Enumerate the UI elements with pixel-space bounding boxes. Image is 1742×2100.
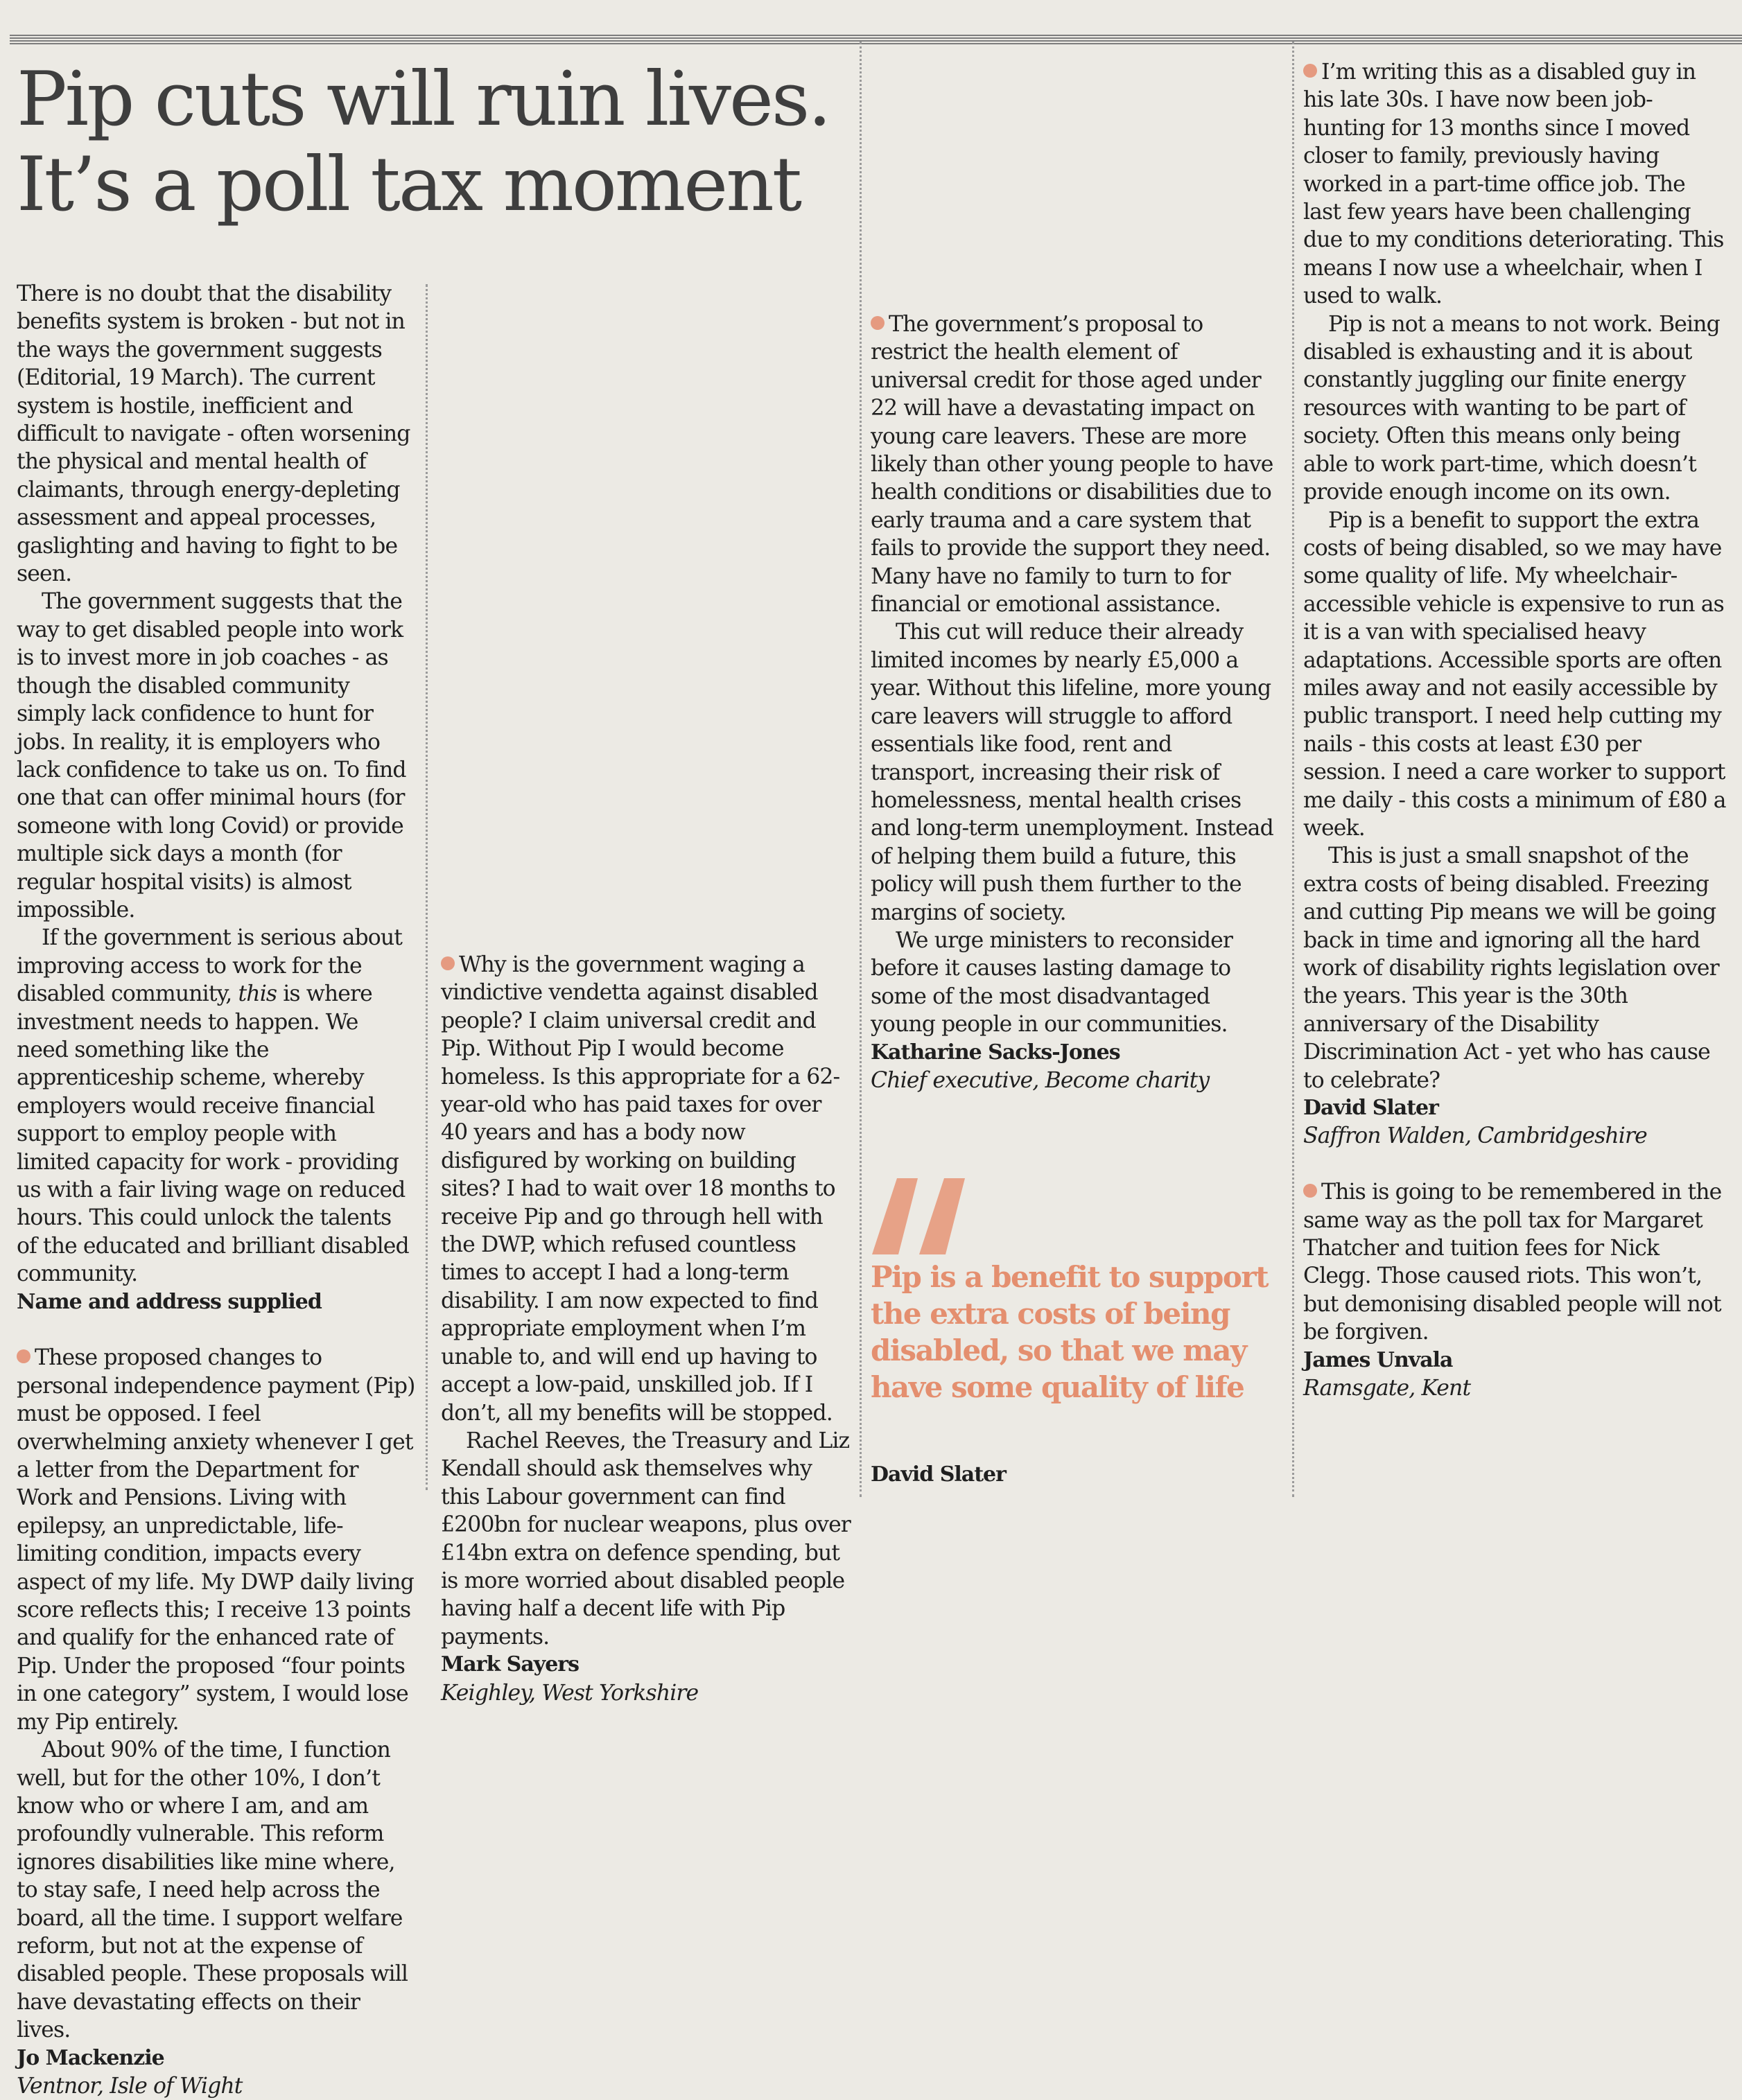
letter-5 <box>1303 58 1726 1150</box>
letter-location: Saffron Walden, Cambridgeshire <box>1303 1123 1647 1149</box>
letter-1 <box>17 280 415 1316</box>
bullet-icon <box>1303 64 1317 78</box>
letter-signature: Name and address supplied <box>17 1289 322 1314</box>
column-3 <box>871 58 1280 1094</box>
letter-paragraph: This is just a small snapshot of the extra costs of being disabled. Freezing and cutting Pip means we will be going back in time and ignoring all the hard work of disability rights legislation over the years. This year is the 30th anniversary of the Disability Discrimination Act - yet who has cause to celebrate? <box>1303 843 1719 1093</box>
letter-paragraph: This cut will reduce their already limited incomes by nearly £5,000 a year. Without this lifeline, more young care leavers will struggle to afford essentials like food, rent and transport, increasing their risk of homelessness, mental health crises and long-term unemployment. Instead of helping them build a future, this policy will push them further to the margins of society. <box>871 620 1273 925</box>
letter-location: Ventnor, Isle of Wight <box>17 2073 243 2099</box>
column-divider <box>1292 42 1294 1497</box>
letter-paragraph: About 90% of the time, I function well, but for the other 10%, I don’t know who or where I am, and am profoundly vulnerable. This reform ignores disabilities like mine where, to stay safe, I need help across the board, all the time. I support welfare reform, but not at the expense of disabled people. These proposals will have devastating effects on their lives. <box>17 1738 408 2043</box>
letter-location: Ramsgate, Kent <box>1303 1376 1471 1401</box>
letter-signature: Mark Sayers <box>441 1652 579 1677</box>
pull-quote-author: David Slater <box>871 1462 1006 1487</box>
letter-paragraph <box>441 951 851 1427</box>
text-run: The government’s proposal to restrict the health element of universal credit for those aged under 22 will have a devastating impact on young care leavers. These are more likely than other young people to have health conditions or disabilities due to early trauma and a care system that fails to provide the support they need. Many have no family to turn to for financial or emotional assistance. <box>871 312 1273 618</box>
letter-paragraph: We urge ministers to reconsider before it causes lasting damage to some of the most disadvantaged young people in our communities. <box>871 927 1233 1038</box>
column-divider <box>860 42 862 1497</box>
text-run: Why is the government waging a vindictive vendetta against disabled people? I claim universal credit and Pip. Without Pip I would become homeless. Is this appropriate for a 62-year-old who has paid taxes for over 40 years and has a body now disfigured by working on building sites? I had to wait over 18 months to receive Pip and go through hell with the DWP, which refused countless times to accept I had a long-term disability. I am now expected to find appropriate employment when I’m unable to, and will end up having to accept a low-paid, unskilled job. If I don’t, all my benefits will be stopped. <box>441 952 840 1426</box>
letter-paragraph: Rachel Reeves, the Treasury and Liz Kendall should ask themselves why this Labour government can find £200bn for nuclear weapons, plus over £14bn extra on defence spending, but is more worried about disabled people having half a decent life with Pip payments. <box>441 1428 851 1650</box>
quote-mark-icon <box>871 1178 968 1254</box>
letter-signature: Katharine Sacks-Jones <box>871 1040 1120 1065</box>
text-run: This is going to be remembered in the same way as the poll tax for Margaret Thatcher and tuition fees for Nick Clegg. Those caused riots. This won’t, but demonising disabled people will not be forgiven. <box>1303 1180 1722 1345</box>
letter-3 <box>441 951 851 1707</box>
letter-signature: Jo Mackenzie <box>17 2045 164 2070</box>
column-2 <box>441 280 851 1707</box>
letter-6 <box>1303 1178 1726 1402</box>
letter-2 <box>17 1344 415 2100</box>
bullet-icon <box>871 316 885 330</box>
letter-paragraph: The government suggests that the way to get disabled people into work is to invest more in job coaches - as though the disabled community simply lack confidence to hunt for jobs. In reality, it is employers who lack confidence to take us on. To find one that can offer minimal hours (for someone with long Covid) or provide multiple sick days a month (for regular hospital visits) is almost impossible. <box>17 589 406 922</box>
letter-4 <box>871 310 1280 1094</box>
letter-paragraph <box>1303 58 1726 310</box>
letter-paragraph <box>1303 1178 1726 1346</box>
column-4 <box>1303 58 1726 1402</box>
text-run: If the government is serious about improving access to work for the disabled community, <box>17 925 402 1007</box>
text-run: I’m writing this as a disabled guy in his late 30s. I have now been job-hunting for 13 months since I moved closer to family, previously having worked in a part-time office job. The last few years have been challenging due to my conditions deteriorating. This means I now use a wheelchair, when I used to walk. <box>1303 60 1724 309</box>
column-divider <box>426 284 428 1490</box>
letter-location: Chief executive, Become charity <box>871 1067 1210 1093</box>
letter-paragraph: There is no doubt that the disability benefits system is broken - but not in the ways the government suggests (Editorial, 19 March). The current system is hostile, inefficient and difficult to navigate - often worsening the physical and mental health of claimants, through energy-depleting assessment and appeal processes, gaslighting and having to fight to be seen. <box>17 281 410 587</box>
emphasis-text: this <box>238 981 277 1007</box>
letter-signature: David Slater <box>1303 1096 1438 1121</box>
pull-quote-text: Pip is a benefit to support the extra costs of being disabled, so that we may have some quality of life <box>871 1260 1268 1404</box>
column-1 <box>17 280 415 2100</box>
headline <box>17 57 848 227</box>
bullet-icon <box>1303 1184 1317 1198</box>
letter-paragraph <box>17 1344 415 1736</box>
letter-paragraph <box>17 924 415 1288</box>
headline-line-1: Pip cuts will ruin lives. <box>17 56 830 143</box>
headline-line-2: It’s a poll tax moment <box>17 141 801 228</box>
letter-paragraph: Pip is not a means to not work. Being disabled is exhausting and it is about constantly juggling our finite energy resources with wanting to be part of society. Often this means only being able to work part-time, which doesn’t provide enough income on its own. <box>1303 311 1720 505</box>
letter-paragraph: Pip is a benefit to support the extra costs of being disabled, so we may have some quality of life. My wheelchair-accessible vehicle is expensive to run as it is a van with specialised heavy adaptations. Accessible sports are often miles away and not easily accessible by public transport. I need help cutting my nails - this costs at least £30 per session. I need a care worker to support me daily - this costs a minimum of £80 a week. <box>1303 507 1726 841</box>
text-run: These proposed changes to personal independence payment (Pip) must be opposed. I feel overwhelming anxiety whenever I get a letter from the Department for Work and Pensions. Living with epilepsy, an unpredictable, life-limiting condition, impacts every aspect of my life. My DWP daily living score reflects this; I receive 13 points and qualify for the enhanced rate of Pip. Under the proposed “four points in one category” system, I would lose my Pip entirely. <box>17 1345 415 1735</box>
top-rule <box>10 35 1742 44</box>
letter-signature: James Unvala <box>1303 1347 1453 1372</box>
letter-paragraph <box>871 310 1280 618</box>
text-run: is where investment needs to happen. We need something like the apprenticeship scheme, whereby employers would receive financial support to employ people with limited capacity for work - providing us with a fair living wage on reduced hours. This could unlock the talents of the educated and brilliant disabled community. <box>17 981 409 1287</box>
letter-location: Keighley, West Yorkshire <box>441 1680 699 1706</box>
bullet-icon <box>441 956 455 970</box>
bullet-icon <box>17 1349 31 1363</box>
